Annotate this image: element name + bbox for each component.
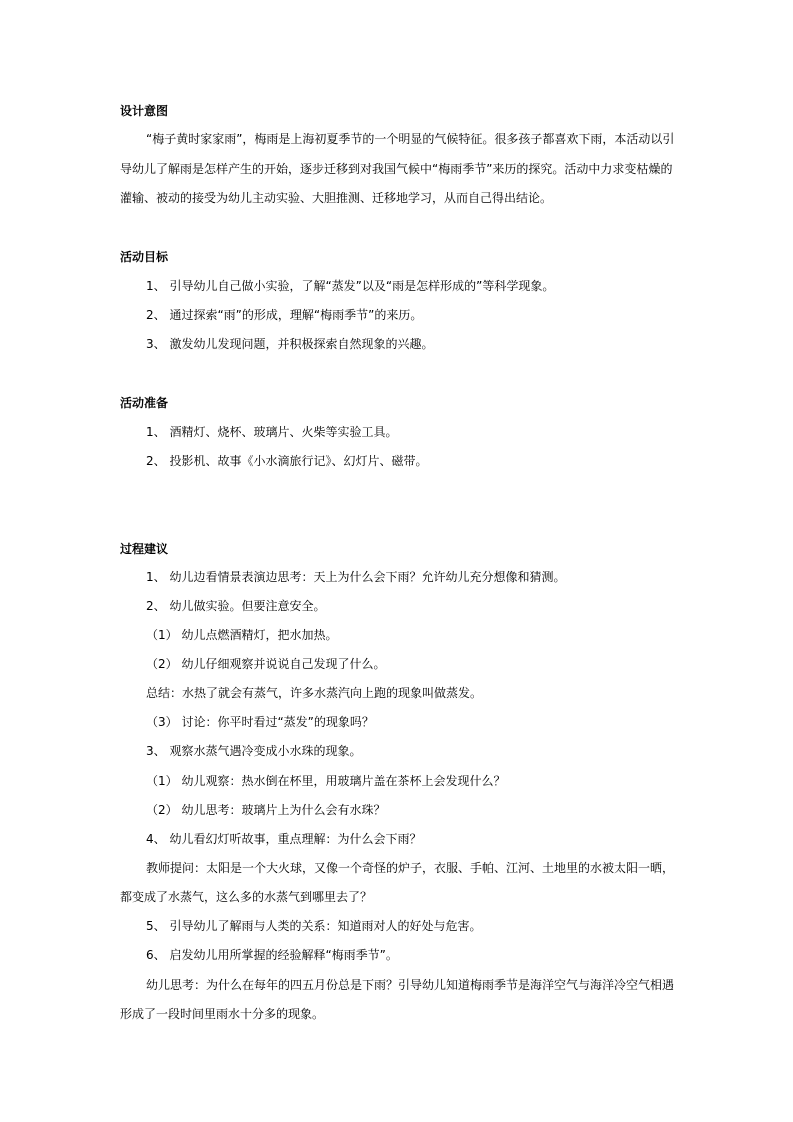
summary-line: 总结：水热了就会有蒸气，许多水蒸汽向上跑的现象叫做蒸发。 <box>146 686 483 700</box>
paragraph-line: 导幼儿了解雨是怎样产生的开始，逐步迁移到对我国气候中“梅雨季节”来历的探究。活动中力求变枯燥的 <box>120 162 673 176</box>
paragraph-line: 灌输、被动的接受为幼儿主动实验、大胆推测、迁移地学习，从而自己得出结论。 <box>120 191 553 205</box>
paragraph-line: 形成了一段时间里雨水十分多的现象。 <box>120 1007 325 1021</box>
paragraph-line: 幼儿思考：为什么在每年的四五月份总是下雨？引导幼儿知道梅雨季节是海洋空气与海洋冷空气相遇 <box>146 978 675 992</box>
list-item: 1、 引导幼儿自己做小实验，了解“蒸发”以及“雨是怎样形成的”等科学现象。 <box>146 279 555 293</box>
list-item: 2、 通过探索“雨”的形成，理解“梅雨季节”的来历。 <box>146 308 423 322</box>
list-item: （2） 幼儿思考：玻璃片上为什么会有水珠？ <box>146 803 386 817</box>
list-item: 1、 酒精灯、烧杯、玻璃片、火柴等实验工具。 <box>146 425 398 439</box>
list-item: 5、 引导幼儿了解雨与人类的关系：知道雨对人的好处与危害。 <box>146 919 482 933</box>
paragraph-line: 教师提问：太阳是一个大火球，又像一个奇怪的炉子，衣服、手帕、江河、土地里的水被太阳一晒， <box>146 861 675 875</box>
list-item: （3） 讨论：你平时看过“蒸发”的现象吗？ <box>146 715 374 729</box>
list-item: 2、 投影机、故事《小水滴旅行记》、幻灯片、磁带。 <box>146 454 428 468</box>
list-item: 3、 激发幼儿发现问题，并积极探索自然现象的兴趣。 <box>146 337 434 351</box>
list-item: 3、 观察水蒸气遇冷变成小水珠的现象。 <box>146 744 362 758</box>
section-heading-process: 过程建议 <box>120 542 169 556</box>
paragraph-line: 都变成了水蒸气，这么多的水蒸气到哪里去了？ <box>120 890 373 904</box>
section-heading-design: 设计意图 <box>120 104 169 118</box>
list-item: （1） 幼儿观察：热水倒在杯里，用玻璃片盖在茶杯上会发现什么？ <box>146 774 506 788</box>
paragraph-line: “梅子黄时家家雨”，梅雨是上海初夏季节的一个明显的气候特征。很多孩子都喜欢下雨，本活动以引 <box>146 132 675 146</box>
section-heading-goals: 活动目标 <box>120 250 169 264</box>
list-item: 4、 幼儿看幻灯听故事，重点理解：为什么会下雨？ <box>146 832 422 846</box>
list-item: （2） 幼儿仔细观察并说说自己发现了什么。 <box>146 657 386 671</box>
list-item: 2、 幼儿做实验。但要注意安全。 <box>146 599 326 613</box>
list-item: 6、 启发幼儿用所掌握的经验解释“梅雨季节”。 <box>146 948 398 962</box>
list-item: 1、 幼儿边看情景表演边思考：天上为什么会下雨？允许幼儿充分想像和猜测。 <box>146 570 566 584</box>
section-heading-prep: 活动准备 <box>120 396 169 410</box>
list-item: （1） 幼儿点燃酒精灯，把水加热。 <box>146 628 338 642</box>
